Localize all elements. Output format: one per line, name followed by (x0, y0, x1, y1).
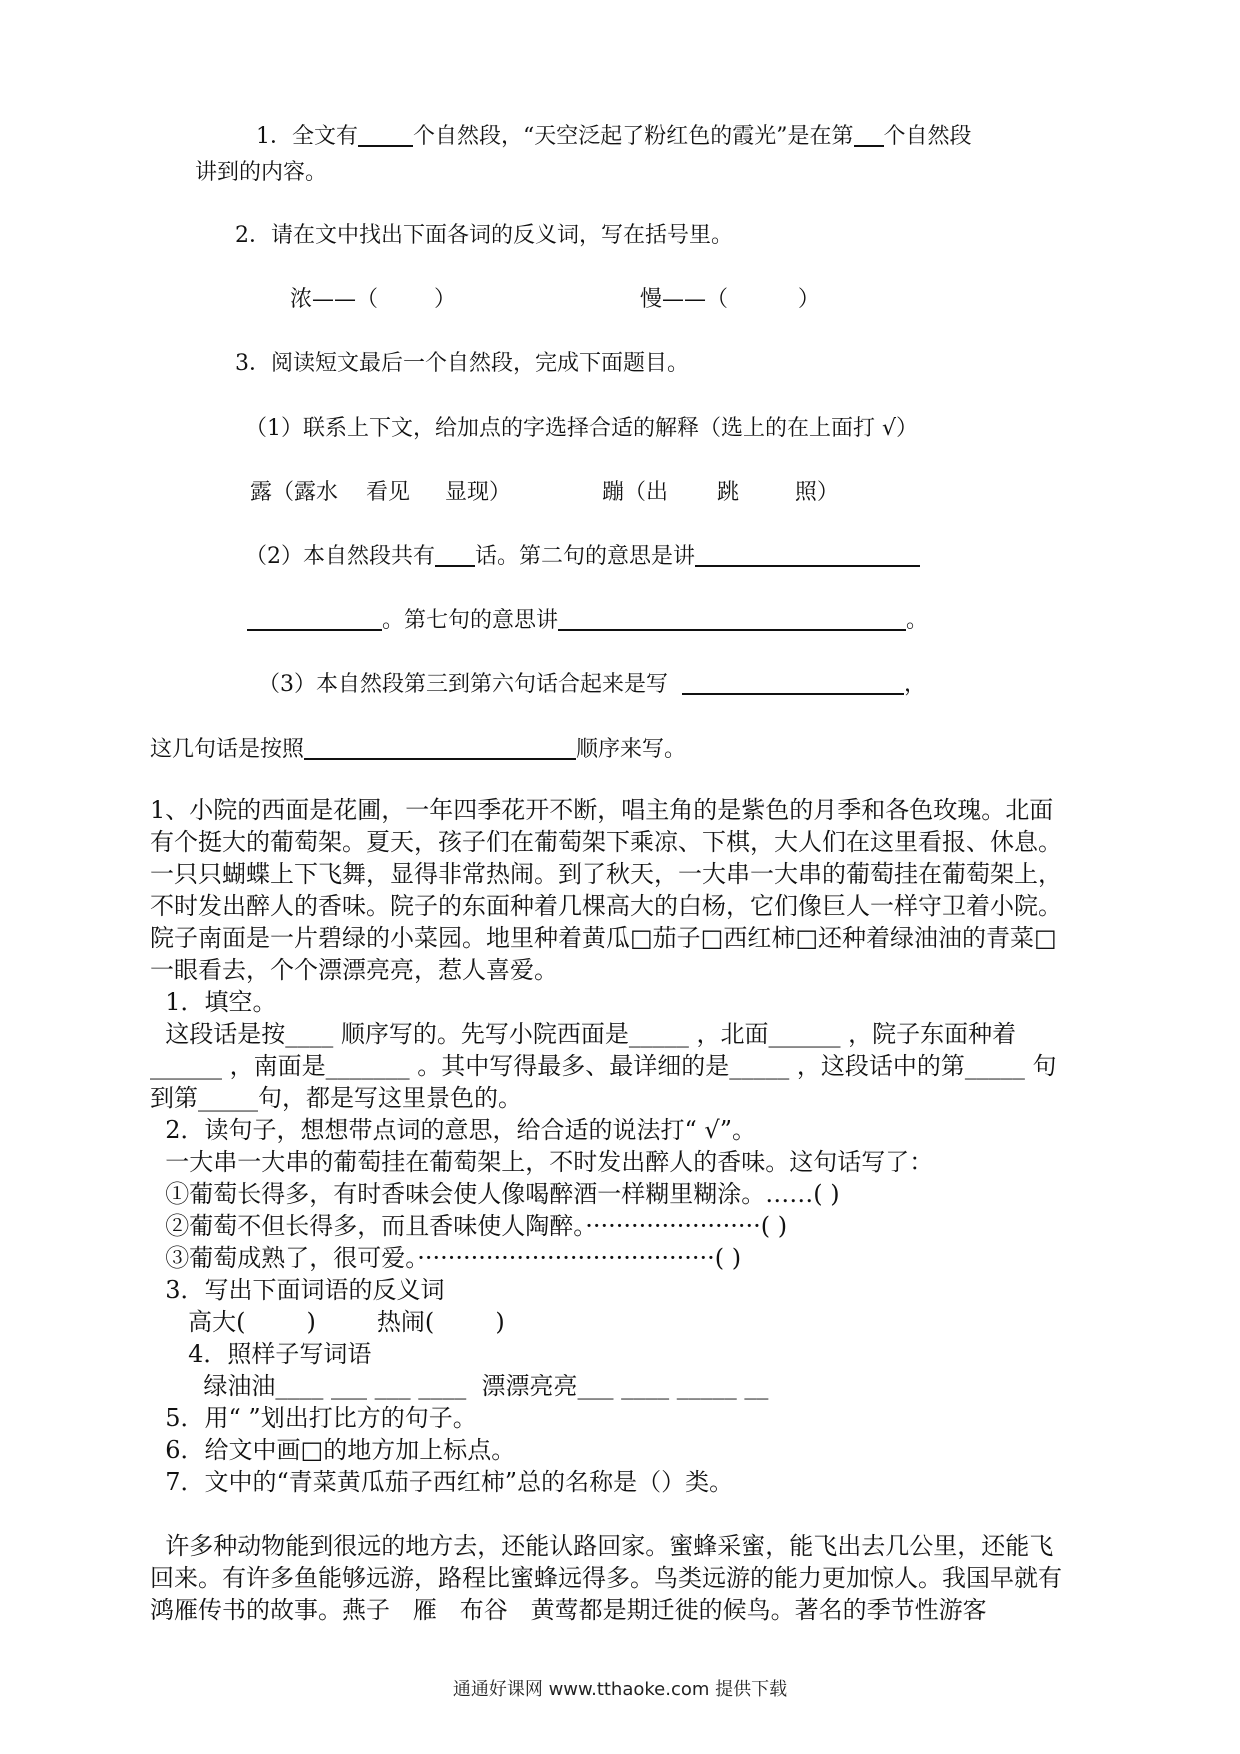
question-3-3 (258, 670, 926, 700)
question-1 (256, 122, 972, 152)
question-3-2-text-b: 话。第二句的意思是讲 (475, 544, 696, 569)
antonym-nong (290, 285, 456, 315)
question-text: ______ ，南面是_______ 。其中写得最多、最详细的是_____ ，这段话中的第_____ 句 (150, 1052, 1057, 1080)
question-3-3-text-b: ， (904, 672, 927, 697)
question-line (150, 1050, 1057, 1082)
question-3-2 (245, 542, 920, 572)
question-text: ②葡萄不但长得多，而且香味使人陶醉。·······················( ) (150, 1212, 788, 1240)
passage-line (150, 858, 1062, 890)
question-line (150, 1082, 522, 1114)
question-3-3-cont (150, 735, 686, 765)
blank (358, 123, 413, 147)
question-3-3-text-c: 这几句话是按照 (150, 737, 305, 762)
question-3 (235, 349, 689, 379)
question-text: 1．填空。 (150, 988, 277, 1016)
question-text: ①葡萄长得多，有时香味会使人像喝醉酒一样糊里糊涂。……( ) (150, 1180, 840, 1208)
question-3-2-text-a: （2）本自然段共有 (245, 544, 435, 569)
question-text: 5．用“ ”划出打比方的句子。 (150, 1404, 477, 1432)
option-lu-text: 露（露水 看见 显现） (250, 480, 511, 505)
question-line (150, 1146, 933, 1178)
passage-text: 一眼看去，个个漂漂亮亮，惹人喜爱。 (150, 956, 558, 984)
blank (854, 123, 884, 147)
question-text: 这段话是按____ 顺序写的。先写小院西面是_____ ，北面______ ，院子东面种着 (150, 1020, 1017, 1048)
question-line (150, 1306, 505, 1338)
blank (695, 543, 920, 567)
page-footer: 通通好课网 www.tthaoke.com 提供下载 (452, 1679, 788, 1700)
passage-line (150, 954, 558, 986)
question-3-1 (245, 414, 918, 444)
question-text: 一大串一大串的葡萄挂在葡萄架上，不时发出醉人的香味。这句话写了： (150, 1148, 934, 1176)
question-3-text: 3．阅读短文最后一个自然段，完成下面题目。 (235, 351, 689, 376)
question-text: 2．读句子，想想带点词的意思，给合适的说法打“ √”。 (150, 1116, 756, 1144)
passage-c-text: 回来。有许多鱼能够远游，路程比蜜蜂远得多。鸟类远游的能力更加惊人。我国早就有 (150, 1564, 1062, 1592)
blank (682, 671, 904, 695)
question-3-3-text-a: （3）本自然段第三到第六句话合起来是写 (258, 672, 668, 697)
passage-line (150, 922, 1057, 954)
question-3-2-cont (247, 606, 928, 636)
passage-c-text: 许多种动物能到很远的地方去，还能认路回家。蜜蜂采蜜，能飞出去几公里，还能飞 (150, 1532, 1054, 1560)
blank (435, 543, 475, 567)
question-text: 绿油油____ ___ ___ ____ 漂漂亮亮___ ____ _____ __ (150, 1372, 769, 1400)
passage-text: 院子南面是一片碧绿的小菜园。地里种着黄瓜□茄子□西红柿□还种着绿油油的青菜□ (150, 924, 1057, 952)
antonym-nong-text: 浓——（ ） (290, 287, 456, 312)
question-line (150, 1402, 477, 1434)
antonym-man-text: 慢——（ ） (640, 287, 820, 312)
blank (247, 607, 382, 631)
passage-text: 一只只蝴蝶上下飞舞，显得非常热闹。到了秋天，一大串一大串的葡萄挂在葡萄架上， (150, 860, 1062, 888)
passage-line (150, 794, 1053, 826)
question-1-text-c: 个自然段 (883, 124, 972, 149)
passage-c-line (150, 1530, 1053, 1562)
passage-c-text: 鸿雁传书的故事。燕子 雁 布谷 黄莺都是期迁徙的候鸟。著名的季节性游客 (150, 1596, 987, 1624)
question-text: 4．照样子写词语 (150, 1340, 372, 1368)
blank (304, 736, 576, 760)
question-line (150, 1114, 756, 1146)
question-line (150, 1178, 840, 1210)
passage-c-line (150, 1562, 1062, 1594)
question-3-3-text-d: 顺序来写。 (576, 737, 687, 762)
antonym-man (640, 285, 820, 315)
question-line (150, 1018, 1016, 1050)
question-text: 高大( ) 热闹( ) (150, 1308, 505, 1336)
passage-text: 1、小院的西面是花圃，一年四季花开不断，唱主角的是紫色的月季和各色玫瑰。北面 (150, 796, 1054, 824)
question-3-1-opt-lu (250, 478, 511, 508)
question-text: 6．给文中画□的地方加上标点。 (150, 1436, 516, 1464)
question-line (150, 1370, 768, 1402)
passage-text: 有个挺大的葡萄架。夏天，孩子们在葡萄架下乘凉、下棋，大人们在这里看报、休息。 (150, 828, 1062, 856)
question-line (150, 1274, 445, 1306)
question-3-2-text-c: 。第七句的意思讲 (382, 608, 559, 633)
question-2-text: 2．请在文中找出下面各词的反义词，写在括号里。 (235, 223, 733, 248)
blank (558, 607, 906, 631)
question-1-cont (195, 158, 327, 188)
question-1-text-b: 个自然段，“天空泛起了粉红色的霞光”是在第 (413, 124, 854, 149)
question-line (150, 1466, 733, 1498)
passage-text: 不时发出醉人的香味。院子的东面种着几棵高大的白杨，它们像巨人一样守卫着小院。 (150, 892, 1062, 920)
passage-c-line (150, 1594, 987, 1626)
question-line (150, 1210, 787, 1242)
question-3-1-opt-beng (602, 478, 839, 508)
question-2 (235, 221, 733, 251)
option-beng-text: 蹦（出 跳 照） (602, 480, 839, 505)
question-text: 7．文中的“青菜黄瓜茄子西红柿”总的名称是（）类。 (150, 1468, 734, 1496)
question-text: 到第_____句，都是写这里景色的。 (150, 1084, 522, 1112)
question-line (150, 1434, 515, 1466)
question-text: ③葡萄成熟了，很可爱。·······································( ) (150, 1244, 742, 1272)
passage-line (150, 826, 1062, 858)
question-line (150, 986, 277, 1018)
passage-line (150, 890, 1062, 922)
question-1-text-d: 讲到的内容。 (195, 160, 328, 185)
question-3-1-text: （1）联系上下文，给加点的字选择合适的解释（选上的在上面打 √） (245, 416, 919, 441)
spacer (668, 672, 682, 697)
question-line (150, 1242, 741, 1274)
question-3-2-text-d: 。 (906, 608, 929, 633)
question-text: 3．写出下面词语的反义词 (150, 1276, 445, 1304)
question-1-text-a: 1．全文有 (256, 124, 358, 149)
question-line (150, 1338, 371, 1370)
